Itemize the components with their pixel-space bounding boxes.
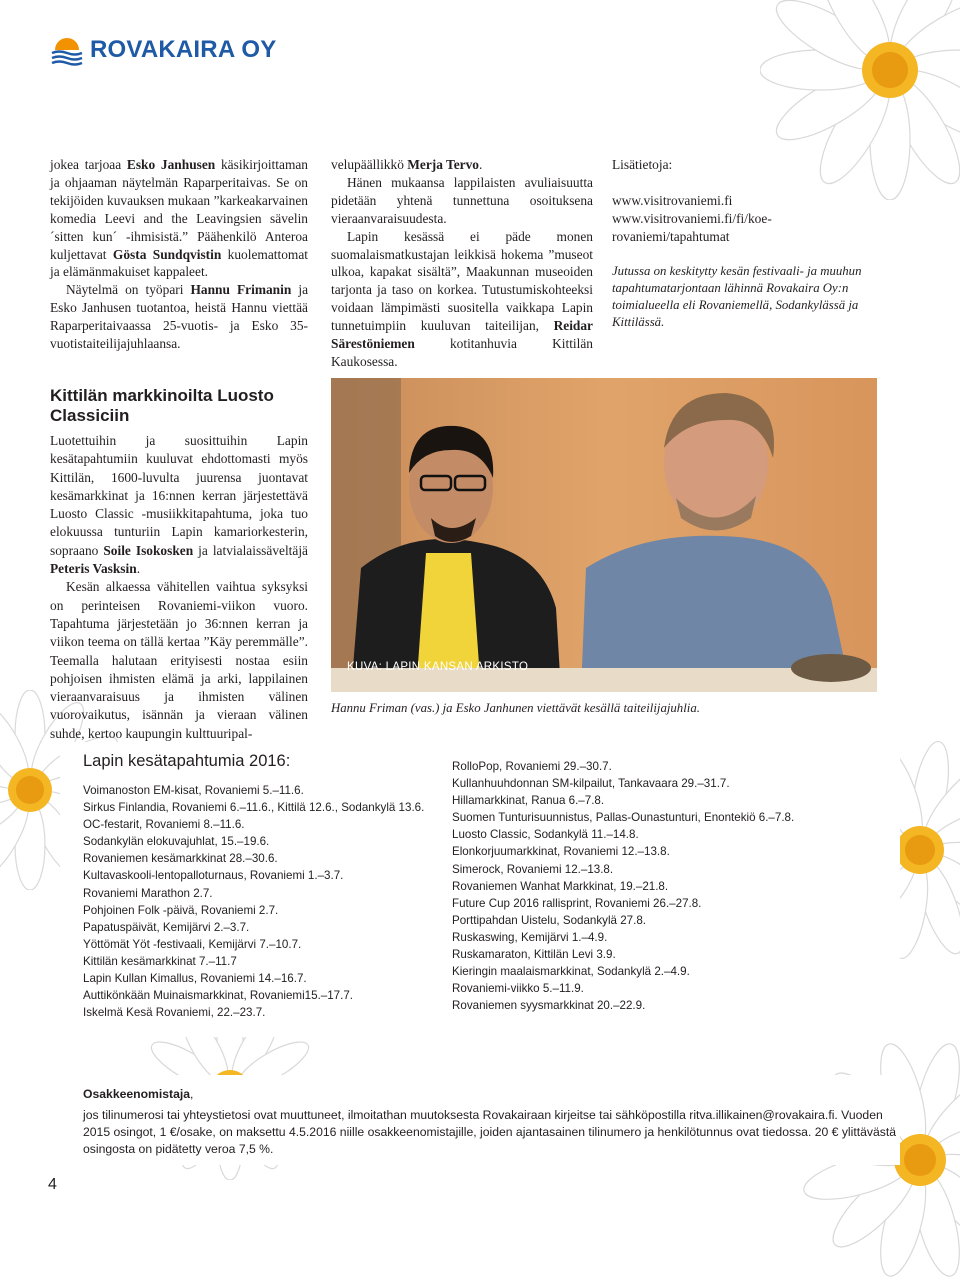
text-run: Kesän alkaessa vähitellen vaihtua syksyksi on perinteisen Rovaniemi-viikon vuoro. Tapahtuma järjestetään jo 36:nnen kerran ja viikon teema on tällä kertaa ”Käy peremmälle”. Teemalla halutaan erityisesti nostaa esiin pohjoisen ihmisten elämä ja arki, lappilainen vieraanvaraisuus ja ihmisten välinen vuorovaikutus, isännän ja vieraan välinen suhde, kertoo kaupungin kulttuuripal- [50, 579, 308, 741]
person-name: Merja Tervo [407, 157, 479, 172]
event-item: Ruskamaraton, Kittilän Levi 3.9. [452, 948, 616, 962]
event-item: Iskelmä Kesä Rovaniemi, 22.–23.7. [83, 1006, 266, 1020]
event-item: Yöttömät Yöt -festivaali, Kemijärvi 7.–10.7. [83, 937, 302, 951]
event-item: Sirkus Finlandia, Rovaniemi 6.–11.6., Kittilä 12.6., Sodankylä 13.6. [83, 801, 425, 815]
event-item: Rovaniemen kesämarkkinat 28.–30.6. [83, 852, 278, 866]
event-item: Simerock, Rovaniemi 12.–13.8. [452, 862, 614, 876]
paragraph [50, 432, 308, 578]
event-item: Hillamarkkinat, Ranua 6.–7.8. [452, 794, 605, 808]
text-run: Hänen mukaansa lappilaisten avuliaisuutta pidetään yhtenä tunnettuna osoituksena vieraanvaraisuudesta. [331, 174, 593, 226]
photo [331, 378, 877, 692]
event-item: Rovaniemi-viikko 5.–11.9. [452, 982, 584, 996]
shareholder-text: jos tilinumerosi tai yhteystietosi ovat muuttuneet, ilmoitathan muutoksesta Rovakairaan kirjeitse tai sähköpostilla ritva.illikainen@rovakaira.fi. Vuoden 2015 osingot, 1 €/osake, on maksettu 4.5.2016 niille osakkeenomistajille, joiden ajantasainen tilinumero ja henkilötunnus ovat tiedossa. 20 € ylittävästä osingosta on pidätetty veroa 7,5 %. [83, 1108, 897, 1157]
paragraph [331, 156, 593, 174]
text-run: käsikirjoittaman ja ohjaaman näytelmän Raparperitaivas. Se on tekijöiden kuvauksen mukaan ”karkeakarvainen komedia Leevi and the Leavingsien sävelin ´sitten kun´ -ihmisistä.” Päähenkilö Anteroa kuljettavat [50, 157, 308, 262]
article-heading: Kittilän markkinoilta Luosto Classiciin [50, 386, 274, 425]
text-run: . [479, 157, 483, 172]
photo-two-men-illustration [331, 378, 877, 692]
text-run: Luotettuihin ja suosittuihin Lapin kesätapahtumiin kuuluvat ehdottomasti myös Kittilän, 1600-luvulta juurensa juontavat kesämarkkinat ja 16:nnen kerran järjestettävä Luosto Classic -musiikkitapahtuma, joka tuo elokuussa tunturiin Lapin kamariorkesterin, sopraano [50, 433, 308, 558]
page-number: 4 [48, 1176, 57, 1193]
text-run: kuolemattomat ja elämänmakuiset kappaleet. [50, 246, 308, 280]
event-item: Kullanhuuhdonnan SM-kilpailut, Tankavaara 29.–31.7. [452, 777, 730, 791]
info-column [612, 156, 882, 331]
person-name: Reidar Särestöniemen [331, 318, 593, 352]
article-body [50, 432, 308, 743]
text-run: velupäällikkö [331, 157, 408, 172]
person-name: Esko Janhusen [126, 157, 216, 172]
events-title: Lapin kesätapahtumia 2016: [83, 752, 291, 770]
text-run: Lapin kesässä ei päde monen suomalaismatkustajan leikkisä hokema ”museot ulkoa, kapakat sisältä”, Maakunnan museoiden tarjonta ja taso on korkea. Tutustumiskohteeksi voidaan lämpimästi suositella vaikkapa Lapin tunnetuimpiin kuuluvan taiteilijan, [331, 228, 593, 334]
person-name: Soile Isokosken [103, 542, 194, 558]
event-item: Pohjoinen Folk -päivä, Rovaniemi 2.7. [83, 903, 279, 917]
paragraph [331, 228, 593, 371]
event-item: Lapin Kullan Kimallus, Rovaniemi 14.–16.7. [83, 972, 307, 986]
sun-logo-icon [50, 31, 84, 69]
info-note: Jutussa on keskitytty kesän festivaali- ja muuhun tapahtumatarjontaan lähinnä Rovakaira Oy:n toimialueella eli Rovaniemellä, Sodankylässä ja Kittilässä. [612, 264, 862, 330]
shareholder-title-comma: , [190, 1087, 194, 1101]
article [50, 386, 308, 743]
text-run: . [136, 561, 141, 577]
event-item: Elonkorjuumarkkinat, Rovaniemi 12.–13.8. [452, 845, 670, 859]
text-column-2 [331, 156, 593, 371]
event-item: Rovaniemi Marathon 2.7. [83, 886, 213, 900]
event-item: Porttipahdan Uistelu, Sodankylä 27.8. [452, 913, 646, 927]
text-run: kotitanhuvia Kittilän Kaukosessa. [331, 336, 593, 369]
event-item: Papatuspäivät, Kemijärvi 2.–3.7. [83, 920, 250, 934]
paragraph [50, 578, 308, 743]
photo-caption: Hannu Friman (vas.) ja Esko Janhunen viettävät kesällä taiteilijajuhlia. [331, 701, 700, 715]
shareholder-title-bold: Osakkeenomistaja [83, 1087, 191, 1101]
event-item: Kieringin maalaismarkkinat, Sodankylä 2.–4.9. [452, 965, 690, 979]
company-name: ROVAKAIRA OY [90, 36, 277, 63]
event-item: RolloPop, Rovaniemi 29.–30.7. [452, 760, 612, 773]
event-item: Rovaniemen Wanhat Markkinat, 19.–21.8. [452, 879, 669, 893]
event-item: Sodankylän elokuvajuhlat, 15.–19.6. [83, 835, 270, 849]
event-item: Luosto Classic, Sodankylä 11.–14.8. [452, 828, 639, 842]
event-item: OC-festarit, Rovaniemi 8.–11.6. [83, 818, 245, 832]
event-item: Ruskaswing, Kemijärvi 1.–4.9. [452, 930, 608, 944]
event-item: Auttikönkään Muinaismarkkinat, Rovaniemi15.–17.7. [83, 989, 354, 1003]
person-name: Gösta Sundqvistin [112, 246, 222, 262]
event-item: Kittilän kesämarkkinat 7.–11.7 [83, 954, 237, 968]
person-name: Hannu Frimanin [190, 282, 292, 298]
info-label: Lisätietoja: [612, 157, 673, 172]
text-column-1 [50, 156, 308, 353]
info-link-1[interactable]: www.visitrovaniemi.fi [612, 192, 733, 208]
text-run: ja latvialaissäveltäjä [193, 542, 308, 558]
info-link-2[interactable]: www.visitrovaniemi.fi/fi/koe-rovaniemi/tapahtumat [612, 210, 772, 244]
company-logo [50, 30, 276, 70]
paragraph [50, 156, 308, 281]
photo-credit: KUVA: LAPIN KANSAN ARKISTO [347, 661, 529, 673]
text-run: ja Esko Janhusen tuotantoa, heistä Hannu viettää Raparperitaivaassa 25-vuotis- ja Esko 35-vuotistaiteilijajuhlaansa. [50, 282, 309, 352]
event-item: Rovaniemen syysmarkkinat 20.–22.9. [452, 999, 646, 1013]
events-list-2 [452, 758, 794, 1014]
text-run: Näytelmä on työpari [66, 282, 191, 298]
paragraph [50, 281, 308, 353]
text-run: jokea tarjoaa [50, 157, 127, 172]
event-item: Kultavaskooli-lentopalloturnaus, Rovaniemi 1.–3.7. [83, 869, 344, 883]
event-item: Suomen Tunturisuunnistus, Pallas-Ounastunturi, Enontekiö 6.–7.8. [452, 811, 795, 825]
event-item: Voimanoston EM-kisat, Rovaniemi 5.–11.6. [83, 784, 304, 797]
person-name: Peteris Vasksin [50, 561, 137, 577]
event-item: Future Cup 2016 rallisprint, Rovaniemi 26.–27.8. [452, 896, 702, 910]
events-list-1 [83, 782, 424, 1021]
shareholder-title [83, 1087, 193, 1101]
paragraph [331, 174, 593, 228]
